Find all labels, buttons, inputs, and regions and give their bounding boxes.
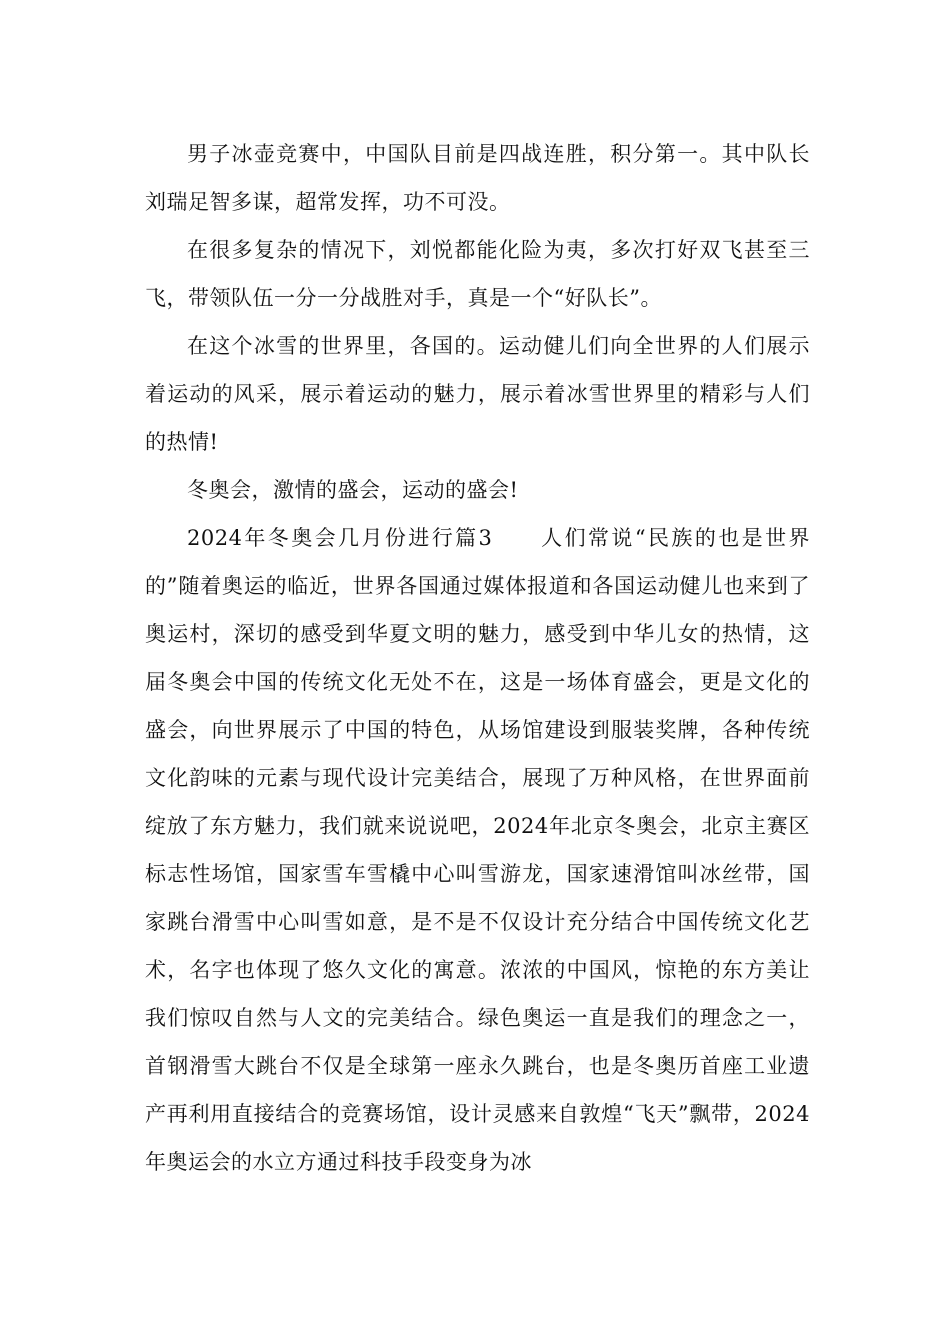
paragraph-captain: 在很多复杂的情况下，刘悦都能化险为夷，多次打好双飞甚至三飞，带领队伍一分一分战胜对手，真是一个“好队长”。 <box>145 238 810 310</box>
paragraph-grand-event: 冬奥会，激情的盛会，运动的盛会! <box>187 478 519 502</box>
document-body <box>145 130 810 1186</box>
paragraph-ice-world: 在这个冰雪的世界里，各国的。运动健儿们向全世界的人们展示着运动的风采，展示着运动的魅力，展示着冰雪世界里的精彩与人们的热情! <box>145 334 810 454</box>
paragraph-article-3: 2024年冬奥会几月份进行篇3 人们常说“民族的也是世界的”随着奥运的临近，世界各国通过媒体报道和各国运动健儿也来到了奥运村，深切的感受到华夏文明的魅力，感受到中华儿女的热情，这届冬奥会中国的传统文化无处不在，这是一场体育盛会，更是文化的盛会，向世界展示了中国的特色，从场馆建设到服装奖牌，各种传统文化韵味的元素与现代设计完美结合，展现了万种风格，在世界面前绽放了东方魅力，我们就来说说吧，2024年北京冬奥会，北京主赛区标志性场馆，国家雪车雪橇中心叫雪游龙，国家速滑馆叫冰丝带，国家跳台滑雪中心叫雪如意，是不是不仅设计充分结合中国传统文化艺术，名字也体现了悠久文化的寓意。浓浓的中国风，惊艳的东方美让我们惊叹自然与人文的完美结合。绿色奥运一直是我们的理念之一，首钢滑雪大跳台不仅是全球第一座永久跳台，也是冬奥历首座工业遗产再利用直接结合的竞赛场馆，设计灵感来自敦煌“飞天”飘带，2024年奥运会的水立方通过科技手段变身为冰 <box>145 526 810 1174</box>
paragraph-curling: 男子冰壶竞赛中，中国队目前是四战连胜，积分第一。其中队长刘瑞足智多谋，超常发挥，功不可没。 <box>145 142 810 214</box>
